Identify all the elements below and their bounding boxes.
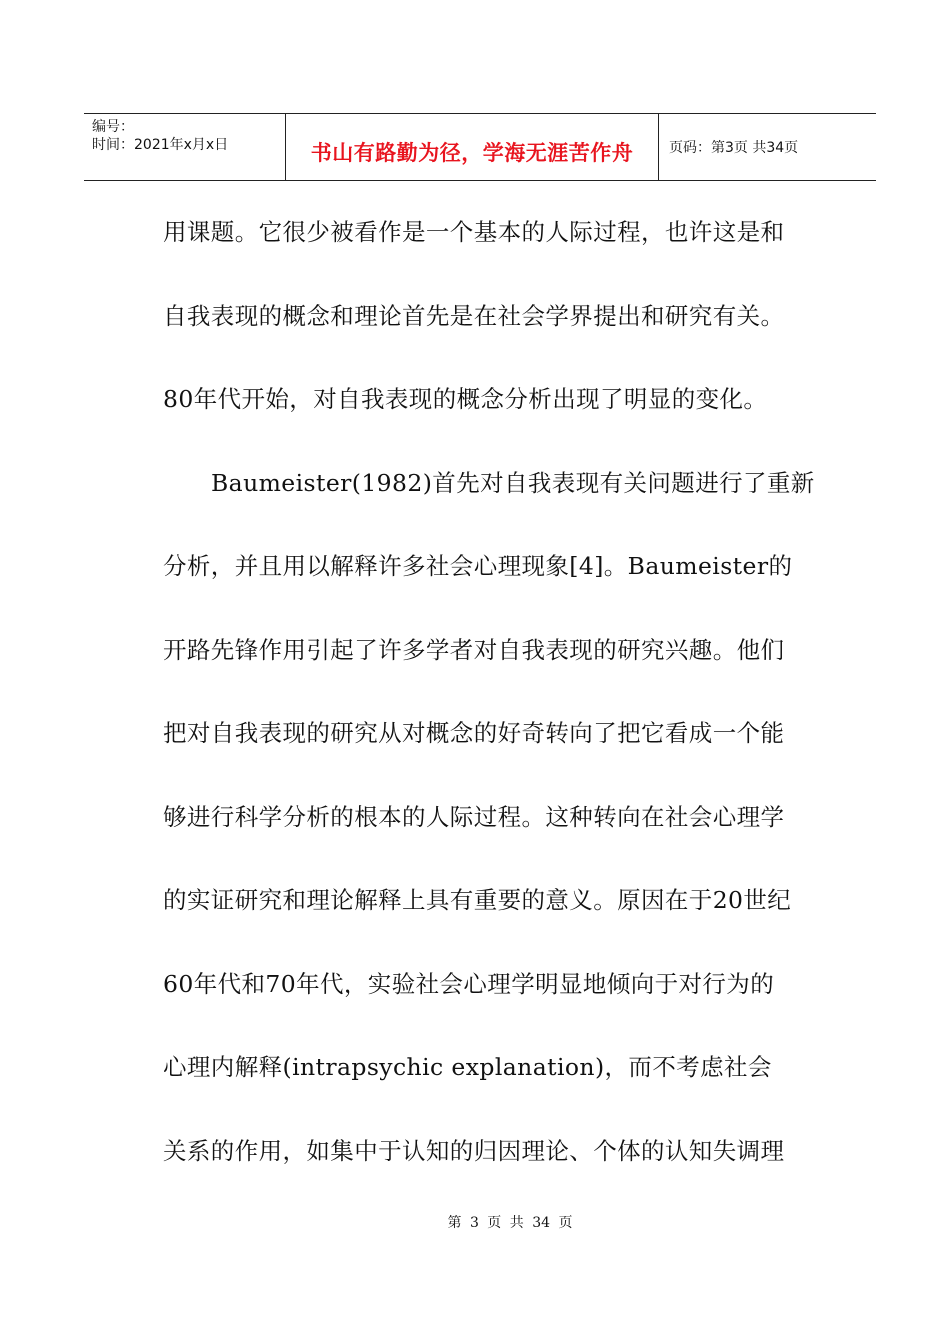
text-line: 80年代开始，对自我表现的概念分析出现了明显的变化。 [163,385,768,413]
header-meta-cell [84,114,286,180]
document-header [84,113,876,181]
text-line: 60年代和70年代，实验社会心理学明显地倾向于对行为的 [163,969,775,998]
header-motto-cell [286,114,659,180]
body-text [163,218,815,1220]
text-line: 开路先锋作用引起了许多学者对自我表现的研究兴趣。他们 [163,635,785,664]
text-line: 够进行科学分析的根本的人际过程。这种转向在社会心理学 [163,802,785,831]
text-line: 心理内解释(intrapsychic explanation)，而不考虑社会 [163,1053,772,1081]
text-line: 把对自我表现的研究从对概念的好奇转向了把它看成一个能 [163,719,785,747]
text-line: 自我表现的概念和理论首先是在社会学界提出和研究有关。 [163,301,785,330]
serial-number-label: 编号： [92,119,134,135]
text-line: 关系的作用，如集中于认知的归因理论、个体的认知失调理 [163,1136,785,1165]
text-line: 用课题。它很少被看作是一个基本的人际过程，也许这是和 [163,218,785,246]
page-footer: 第 3 页 共 34 页 [447,1215,573,1231]
date-label: 时间：2021年x月x日 [92,137,229,153]
text-line-paragraph-start: Baumeister(1982)首先对自我表现有关问题进行了重新 [211,468,815,497]
header-motto: 书山有路勤为径，学海无涯苦作舟 [310,141,634,165]
header-page-cell [659,114,876,180]
text-line: 分析，并且用以解释许多社会心理现象[4]。Baumeister的 [163,552,793,580]
header-page-info: 页码：第3页 共34页 [669,140,799,156]
text-line: 的实证研究和理论解释上具有重要的意义。原因在于20世纪 [163,886,792,914]
